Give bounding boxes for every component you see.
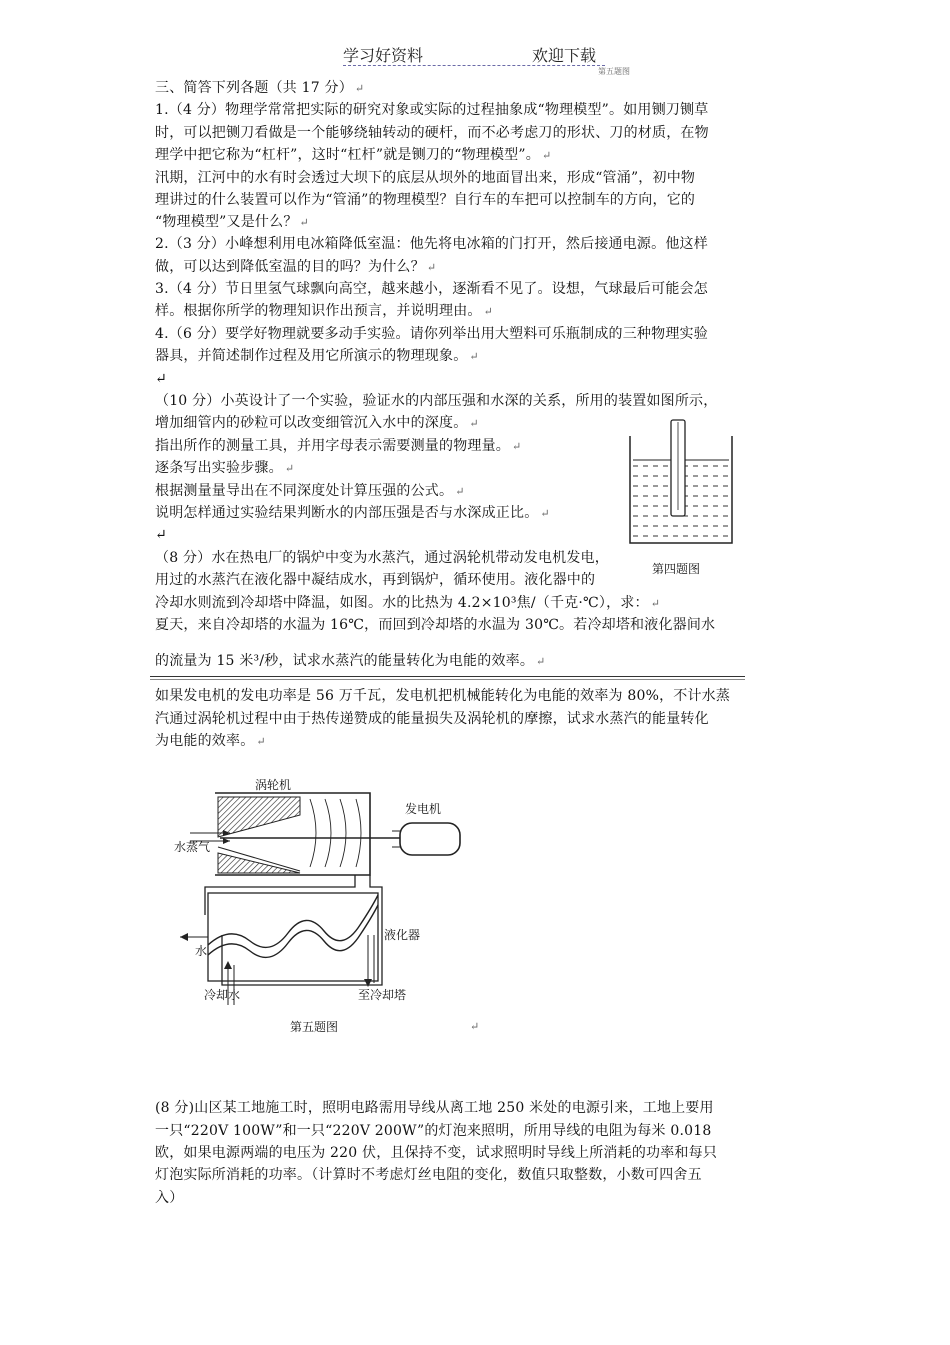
header-left-text: 学习好资料 xyxy=(343,46,424,65)
q1-line: “物理模型”又是什么？ ↵ xyxy=(155,214,309,230)
q2-line: 做，可以达到降低室温的目的吗？为什么？ ↵ xyxy=(155,259,437,275)
fig4-beaker-diagram xyxy=(620,418,745,583)
q7-line: 一只“220V 100W”和一只“220V 200W”的灯泡来照明，所用导线的电阻为每米 0.018 xyxy=(155,1123,712,1139)
separator-line xyxy=(150,679,745,680)
header-underline xyxy=(343,65,605,66)
q5-line: 指出所作的测量工具，并用字母表示需要测量的物理量。 ↵ xyxy=(155,438,522,454)
fig5-label-condenser: 液化器 xyxy=(384,928,421,942)
fig4-caption: 第四题图 xyxy=(652,562,701,576)
q6b-line: 如果发电机的发电功率是 56 万千瓦，发电机把机械能转化为电能的效率为 80%，不计水蒸 xyxy=(155,688,731,704)
q6-line: 的流量为 15 米³/秒，试求水蒸汽的能量转化为电能的效率。 ↵ xyxy=(155,653,546,669)
q6b-line: 汽通过涡轮机过程中由于热传递赞成的能量损失及涡轮机的摩擦，试求水蒸汽的能量转化 xyxy=(155,711,709,727)
q6-line: （8 分）水在热电厂的锅炉中变为水蒸汽，通过涡轮机带动发电机发电， xyxy=(155,550,609,566)
fig5-label-turbine: 涡轮机 xyxy=(255,778,292,792)
fig5-label-to-tower: 至冷却塔 xyxy=(358,988,407,1002)
empty-paragraph-mark: ↵ xyxy=(155,371,167,387)
q5-line: （10 分）小英设计了一个实验，验证水的内部压强和水深的关系，所用的装置如图所示， xyxy=(155,393,718,409)
q7-line: 入） xyxy=(155,1190,184,1206)
fig5-label-cooling-water: 冷却水 xyxy=(204,988,241,1002)
q1-line: 理学中把它称为“杠杆”，这时“杠杆”就是铡刀的“物理模型”。 ↵ xyxy=(155,147,552,163)
fig5-label-steam: 水蒸气 xyxy=(174,840,211,854)
empty-paragraph-mark: ↵ xyxy=(155,527,167,543)
q6-line: 用过的水蒸汽在液化器中凝结成水，再到锅炉，循环使用。液化器中的 xyxy=(155,572,596,588)
section-title: 三、简答下列各题（共 17 分） ↵ xyxy=(155,80,365,96)
q1-line: 1.（4 分）物理学常常把实际的研究对象或实际的过程抽象成“物理模型”。如用铡刀铡草 xyxy=(155,102,709,118)
q5-line: 增加细管内的砂粒可以改变细管沉入水中的深度。 ↵ xyxy=(155,415,479,431)
q6-line: 冷却水则流到冷却塔中降温，如图。水的比热为 4.2×10³焦/（千克·℃），求： ↵ xyxy=(155,595,661,611)
fig5-label-water: 水 xyxy=(195,944,208,958)
separator-line xyxy=(150,676,745,677)
fig5-label-generator: 发电机 xyxy=(405,802,442,816)
q6-line: 夏天，来自冷却塔的水温为 16℃，而回到冷却塔的水温为 30℃。若冷却塔和液化器间水 xyxy=(155,617,716,633)
q3-line: 3.（4 分）节日里氢气球飘向高空，越来越小，逐渐看不见了。设想，气球最后可能会怎 xyxy=(155,281,708,297)
q4-line: 器具，并简述制作过程及用它所演示的物理现象。 ↵ xyxy=(155,348,479,364)
q6b-line: 为电能的效率。 ↵ xyxy=(155,733,266,749)
q5-line: 根据测量量导出在不同深度处计算压强的公式。 ↵ xyxy=(155,483,465,499)
q5-line: 说明怎样通过实验结果判断水的内部压强是否与水深成正比。 ↵ xyxy=(155,505,550,521)
q1-line: 时，可以把铡刀看做是一个能够绕轴转动的硬杆，而不必考虑刀的形状、刀的材质，在物 xyxy=(155,125,709,141)
q5-line: 逐条写出实验步骤。 ↵ xyxy=(155,460,295,476)
q1-line: 理讲过的什么装置可以作为“管涌”的物理模型？自行车的车把可以控制车的方向，它的 xyxy=(155,192,696,208)
q3-line: 样。根据你所学的物理知识作出预言，并说明理由。 ↵ xyxy=(155,303,494,319)
fig5-caption: 第五题图 xyxy=(290,1020,339,1034)
fig5-return-mark: ↵ xyxy=(470,1020,480,1033)
q2-line: 2.（3 分）小峰想利用电冰箱降低室温：他先将电冰箱的门打开，然后接通电源。他这样 xyxy=(155,236,708,252)
header-small-mark: 第五题图 xyxy=(598,67,630,76)
q4-line: 4.（6 分）要学好物理就要多动手实验。请你列举出用大塑料可乐瓶制成的三种物理实验 xyxy=(155,326,708,342)
header-right-text: 欢迎下载 xyxy=(532,46,597,65)
q1-line: 汛期，江河中的水有时会透过大坝下的底层从坝外的地面冒出来，形成“管涌”，初中物 xyxy=(155,170,696,186)
q7-line: 灯泡实际所消耗的功率。（计算时不考虑灯丝电阻的变化，数值只取整数，小数可四舍五 xyxy=(155,1167,702,1183)
q7-line: (8 分)山区某工地施工时，照明电路需用导线从离工地 250 米处的电源引来，工地上要用 xyxy=(155,1100,714,1116)
q7-line: 欧，如果电源两端的电压为 220 伏，且保持不变，试求照明时导线上所消耗的功率和每只 xyxy=(155,1145,718,1161)
